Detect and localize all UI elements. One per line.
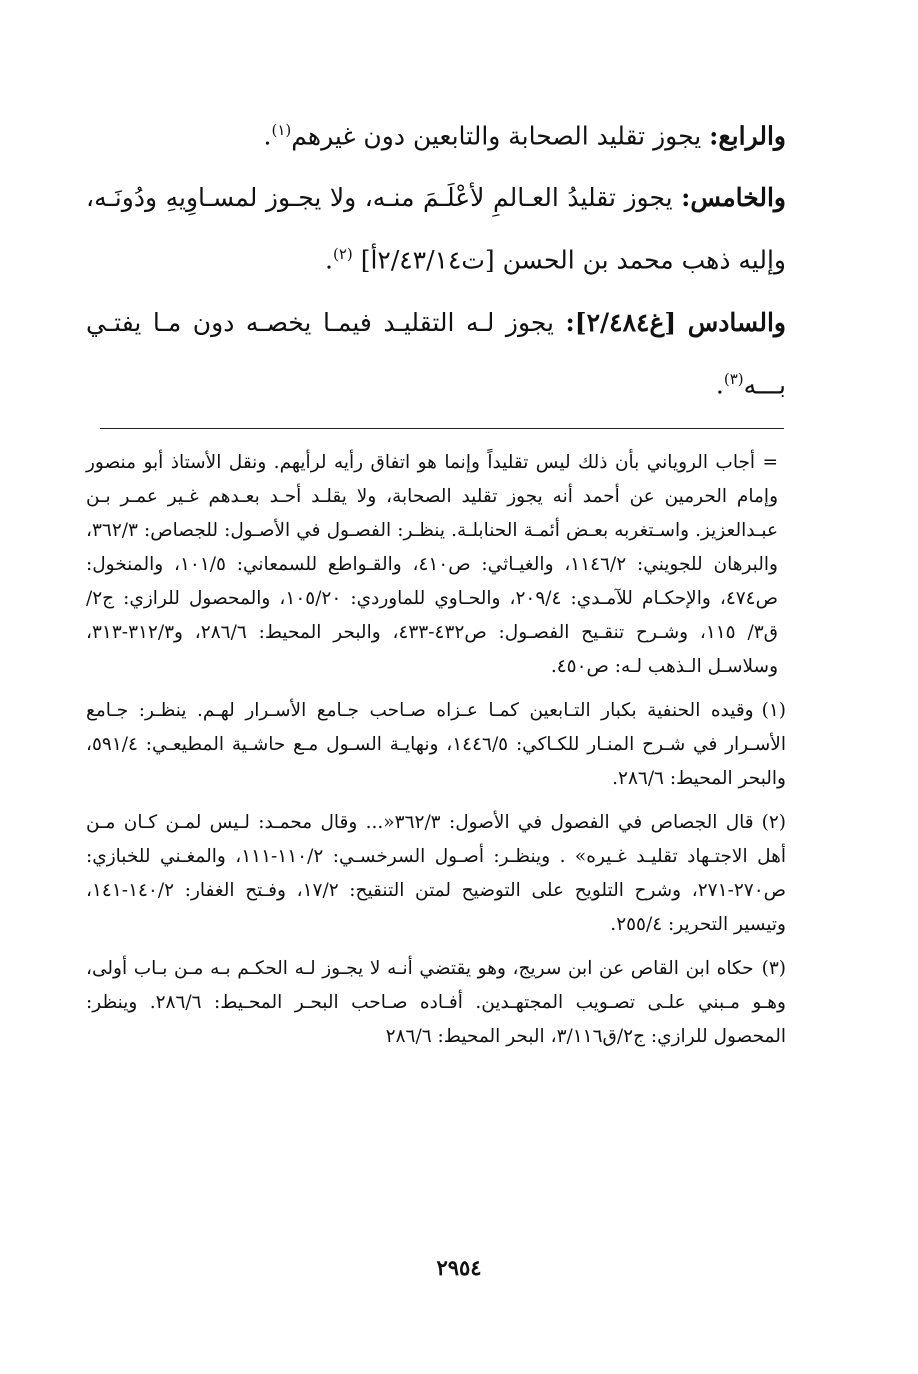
paragraph-text: يجوز لـه التقليـد فيمـا يخصـه دون مـا يفتـي بـــه: [86, 307, 786, 399]
footnote-text: قال الجصاص في الفصول في الأصول: ٣٦٢/٣«... وقال محمـد: لـيس لمـن كـان مـن أهل الاجتـهاد تقليـد غـيره» . وينظـر: أصـول السرخسـي: ١١٠/٢-١١١، والمغـني للخبازي: ص٢٧٠-٢٧١، وشرح التلويح على التوضيح لمتن التنقيح: ١٧/٢، وفـتح الغفار: ١٤٠/٢-١٤١، وتيسير التحرير: ٢٥٥/٤.: [86, 812, 787, 935]
paragraph-text: يجوز تقليدُ العـالمِ لأعْلَـمَ منـه، ولا يجـوز لمسـاوِيهِ ودُونَـه، وإليه ذهب محمد بن الحسن [ت٢/٤٣/١٤أ]: [86, 183, 786, 275]
footnote-1: [86, 694, 786, 796]
paragraph-fifth-opinion: [86, 170, 786, 288]
paragraph-end: .: [263, 121, 272, 151]
paragraph-lead: والرابع:: [709, 121, 786, 151]
footnote-number: (٣): [761, 958, 786, 979]
main-text: [86, 102, 786, 419]
footnote-text: حكاه ابن القاص عن ابن سريج، وهو يقتضي أنـه لا يجـوز لـه الحكـم بـه مـن بـاب أولى، وهـو مـبني علـى تصـويب المجتهـدين. أفـاده صـاحب البحـر المحـيط: ٢٨٦/٦. وينظر: المحصول للرازي: ج٢/ق٣/١١٦، البحر المحيط: ٢٨٦/٦: [86, 958, 786, 1047]
footnote-2: [86, 806, 786, 942]
footnote-marker[interactable]: (١): [271, 121, 292, 139]
paragraph-sixth-opinion: [86, 295, 786, 413]
footnote-number: (٢): [761, 812, 786, 833]
footnote-continuation: = أجاب الروياني بأن ذلك ليس تقليداً وإنما هو اتفاق رأيه لرأيهم. ونقل الأستاذ أبو منصور وإمام الحرمين عن أحمد أنه يجوز تقليد الصحابة، ولا يقلـد أحـد بعـدهم غـير عمـر بـن عبـدالعزيز. واسـتغربه بعـض أئمـة الحنابلـة. ينظـر: الفصـول في الأصـول: للجصاص: ٣٦٢/٣، والبرهان للجويني: ١١٤٦/٢، والغيـاثي: ص٤١٠، والقـواطع للسمعاني: ١٠١/٥، والمنخول: ص٤٧٤، والإحكـام للآمـدي: ٢٠٩/٤، والحـاوي للماوردي: ١٠٥/٢٠، والمحصول للرازي: ج٢/ق٣/ ١١٥، وشـرح تنقـيح الفصـول: ص٤٣٢-٤٣٣، والبحر المحيط: ٢٨٦/٦، و٣١٢/٣-٣١٣، وسلاسـل الـذهب لـه: ص٤٥٠.: [86, 452, 778, 677]
page-number: ٢٩٥٤: [436, 1255, 482, 1280]
paragraph-lead: والخامس:: [681, 183, 786, 213]
footnote-text: وقيده الحنفية بكبار التـابعين كمـا عـزاه صـاحب جـامع الأسـرار لهـم. ينظـر: جـامع الأسـرار في شـرح المنـار للكـاكي: ١٤٤٦/٥، ونهايـة السـول مـع حاشـية المطيعـي: ٥٩١/٤، والبحر المحيط: ٢٨٦/٦.: [86, 700, 786, 789]
footnote-number: (١): [761, 700, 786, 721]
paragraph-end: .: [715, 369, 724, 399]
footnote-marker[interactable]: (٣): [723, 369, 744, 388]
paragraph-end: .: [325, 245, 333, 275]
paragraph-fourth-opinion: [86, 102, 786, 164]
paragraph-text: يجوز تقليد الصحابة والتابعين دون غيرهم: [291, 121, 702, 151]
footnotes-section: [86, 446, 786, 1064]
footnote-separator: [100, 428, 784, 429]
footnote-marker[interactable]: (٢): [332, 245, 353, 264]
paragraph-lead: والسادس: [687, 307, 786, 337]
footnote-3: [86, 952, 786, 1054]
manuscript-reference: [غ٢/٤٨٤]:: [565, 307, 677, 337]
